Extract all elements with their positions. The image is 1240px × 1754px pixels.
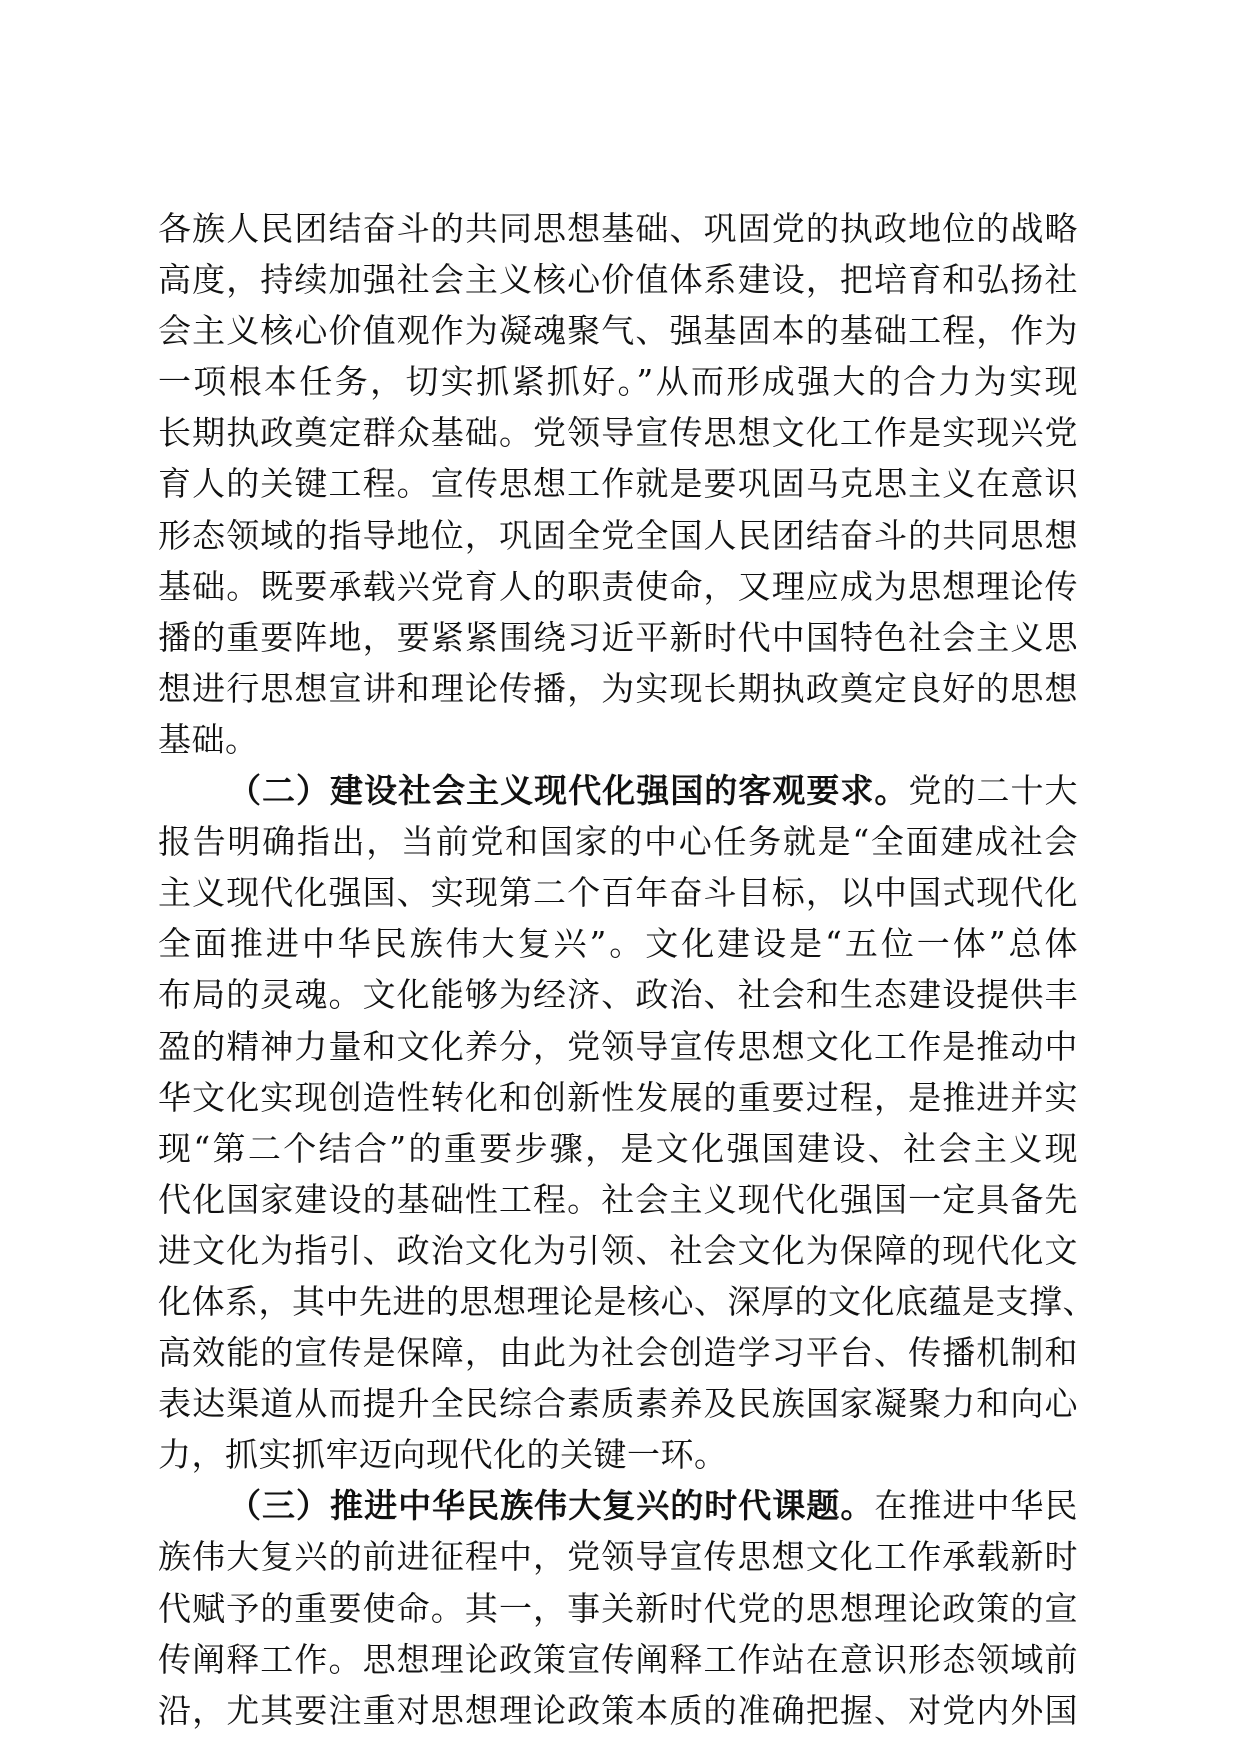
text-line: 形态领域的指导地位，巩固全党全国人民团结奋斗的共同思想 [158,515,1078,555]
text-line: 会主义核心价值观作为凝魂聚气、强基固本的基础工程，作为 [158,311,1078,351]
text-line: 化体系，其中先进的思想理论是核心、深厚的文化底蕴是支撑、 [158,1281,1096,1321]
text-line: 盈的精神力量和文化养分，党领导宣传思想文化工作是推动中 [158,1026,1078,1066]
text-line: 代赋予的重要使命。其一，事关新时代党的思想理论政策的宣 [158,1588,1078,1628]
text-line: 表达渠道从而提升全民综合素质素养及民族国家凝聚力和向心 [158,1384,1078,1424]
text-line: 族伟大复兴的前进征程中，党领导宣传思想文化工作承载新时 [158,1537,1078,1577]
text-line: 育人的关键工程。宣传思想工作就是要巩固马克思主义在意识 [158,464,1078,504]
text-line: 布局的灵魂。文化能够为经济、政治、社会和生态建设提供丰 [158,975,1078,1015]
section-two-first-line [158,765,1078,816]
section-two [158,765,1096,1480]
text-line: 高度，持续加强社会主义核心价值体系建设，把培育和弘扬社 [158,260,1078,300]
text-line: 报告明确指出，当前党和国家的中心任务就是“全面建成社会 [158,822,1078,862]
text-line: 各族人民团结奋斗的共同思想基础、巩固党的执政地位的战略 [158,209,1078,248]
text-line: 高效能的宣传是保障，由此为社会创造学习平台、传播机制和 [158,1333,1078,1373]
section-two-first-line-rest: 党的二十大 [908,771,1079,811]
text-line: 一项根本任务，切实抓紧抓好。”从而形成强大的合力为实现 [158,362,1078,402]
text-line: 传阐释工作。思想理论政策宣传阐释工作站在意识形态领域前 [158,1639,1078,1679]
section-three [158,1480,1078,1735]
section-three-heading: （三）推进中华民族伟大复兴的时代课题。 [228,1486,875,1526]
text-line: 想进行思想宣讲和理论传播，为实现长期执政奠定良好的思想 [158,668,1078,708]
text-line: 代化国家建设的基础性工程。社会主义现代化强国一定具备先 [158,1179,1078,1219]
paragraph-continued [158,203,1078,765]
text-line: 主义现代化强国、实现第二个百年奋斗目标，以中国式现代化 [158,873,1078,913]
text-line: 力，抓实抓牢迈向现代化的关键一环。 [158,1435,728,1475]
text-line: 基础。 [158,719,259,759]
text-line: 进文化为指引、政治文化为引领、社会文化为保障的现代化文 [158,1230,1078,1270]
text-line: 现“第二个结合”的重要步骤，是文化强国建设、社会主义现 [158,1128,1078,1168]
text-line: 沿，尤其要注重对思想理论政策本质的准确把握、对党内外国 [158,1690,1078,1730]
text-line: 全面推进中华民族伟大复兴”。文化建设是“五位一体”总体 [158,924,1078,964]
section-two-heading: （二）建设社会主义现代化强国的客观要求。 [228,771,909,811]
section-three-first-line [158,1480,1078,1531]
text-line: 基础。既要承载兴党育人的职责使命，又理应成为思想理论传 [158,566,1078,606]
text-line: 华文化实现创造性转化和创新性发展的重要过程，是推进并实 [158,1077,1078,1117]
section-three-first-line-rest: 在推进中华民 [874,1486,1079,1526]
text-line: 长期执政奠定群众基础。党领导宣传思想文化工作是实现兴党 [158,413,1078,453]
text-line: 播的重要阵地，要紧紧围绕习近平新时代中国特色社会主义思 [158,617,1078,657]
document-body [158,203,1096,1736]
